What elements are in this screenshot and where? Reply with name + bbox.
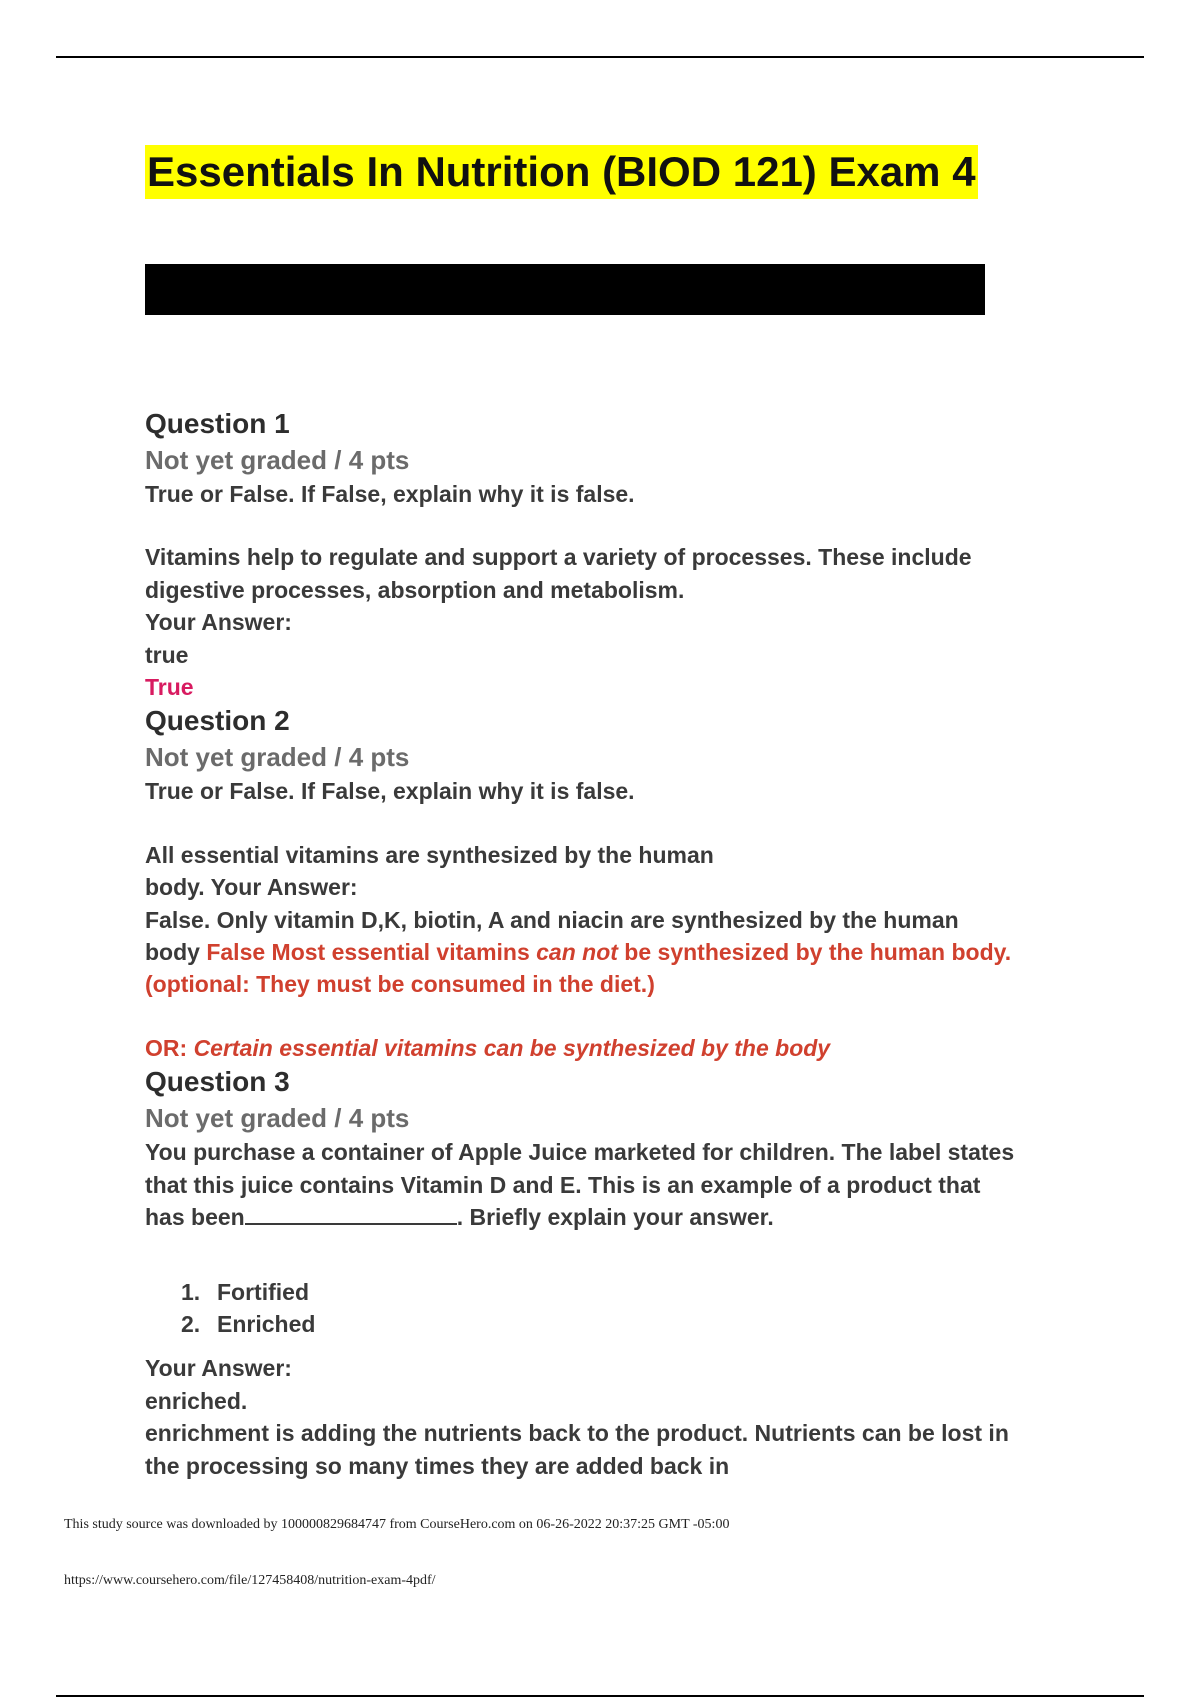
- student-answer: False. Only vitamin D,K, biotin, A and niacin are synthesized by the human: [145, 906, 959, 933]
- option-number: 2.: [181, 1310, 201, 1337]
- bottom-rule: [56, 1695, 1144, 1697]
- question-prompt: that this juice contains Vitamin D and E. This is an example of a product that: [145, 1171, 981, 1198]
- alternate-answer: [145, 1032, 1085, 1064]
- student-answer: true: [145, 641, 189, 668]
- fill-in-blank: [245, 1203, 457, 1225]
- prompt-text: . Briefly explain your answer.: [456, 1204, 774, 1231]
- feedback-text: False Most essential vitamins: [206, 939, 537, 966]
- question-heading: Question 1: [145, 408, 290, 439]
- option-number: 1.: [181, 1278, 201, 1305]
- question-prompt: True or False. If False, explain why it is false.: [145, 778, 635, 805]
- question-statement: body. Your Answer:: [145, 874, 358, 901]
- question-points: Not yet graded / 4 pts: [145, 1103, 410, 1134]
- question-3: [145, 1064, 1085, 1482]
- correct-answer: True: [145, 674, 194, 701]
- question-heading: Question 3: [145, 1066, 290, 1098]
- download-notice: This study source was downloaded by 100000829684747 from CourseHero.com on 06-26-2022 20:37:25 GMT -05:00: [64, 1517, 730, 1532]
- source-url-link[interactable]: https://www.coursehero.com/file/127458408/nutrition-exam-4pdf/: [64, 1573, 436, 1588]
- answer-options: [145, 1276, 1085, 1341]
- feedback-emphasis: can not: [536, 939, 618, 966]
- or-label: OR:: [145, 1034, 194, 1061]
- answer-explanation: the processing so many times they are added back in: [145, 1452, 730, 1479]
- alternate-answer-text: Certain essential vitamins can be synthesized by the body: [193, 1034, 831, 1061]
- question-statement: Vitamins help to regulate and support a variety of processes. These include: [145, 544, 972, 571]
- top-rule: [56, 56, 1144, 58]
- question-1: [145, 406, 1085, 703]
- question-statement: All essential vitamins are synthesized by the human: [145, 841, 714, 868]
- list-item: [145, 1308, 1085, 1340]
- student-answer: body: [145, 939, 207, 966]
- answer-feedback-line: [145, 936, 1085, 968]
- question-prompt: You purchase a container of Apple Juice marketed for children. The label states: [145, 1139, 1015, 1166]
- prompt-text: has been: [145, 1204, 245, 1231]
- redaction-bar: [145, 264, 985, 315]
- question-statement: digestive processes, absorption and metabolism.: [145, 576, 685, 603]
- option-label: Fortified: [217, 1278, 309, 1305]
- student-answer: enriched.: [145, 1387, 248, 1414]
- question-prompt: [145, 1201, 1085, 1233]
- feedback-text: (optional: They must be consumed in the diet.): [145, 971, 655, 998]
- exam-content: [145, 406, 1085, 1482]
- feedback-text: be synthesized by the human body.: [617, 939, 1012, 966]
- question-2: [145, 703, 1085, 1064]
- question-heading: Question 2: [145, 705, 290, 737]
- question-prompt: True or False. If False, explain why it is false.: [145, 481, 635, 507]
- question-points: Not yet graded / 4 pts: [145, 445, 410, 475]
- your-answer-label: Your Answer:: [145, 609, 292, 636]
- option-label: Enriched: [217, 1310, 316, 1337]
- document-title: Essentials In Nutrition (BIOD 121) Exam 4: [145, 145, 978, 199]
- list-item: [145, 1276, 1085, 1308]
- answer-explanation: enrichment is adding the nutrients back to the product. Nutrients can be lost in: [145, 1420, 1009, 1447]
- your-answer-label: Your Answer:: [145, 1355, 292, 1382]
- question-points: Not yet graded / 4 pts: [145, 742, 410, 773]
